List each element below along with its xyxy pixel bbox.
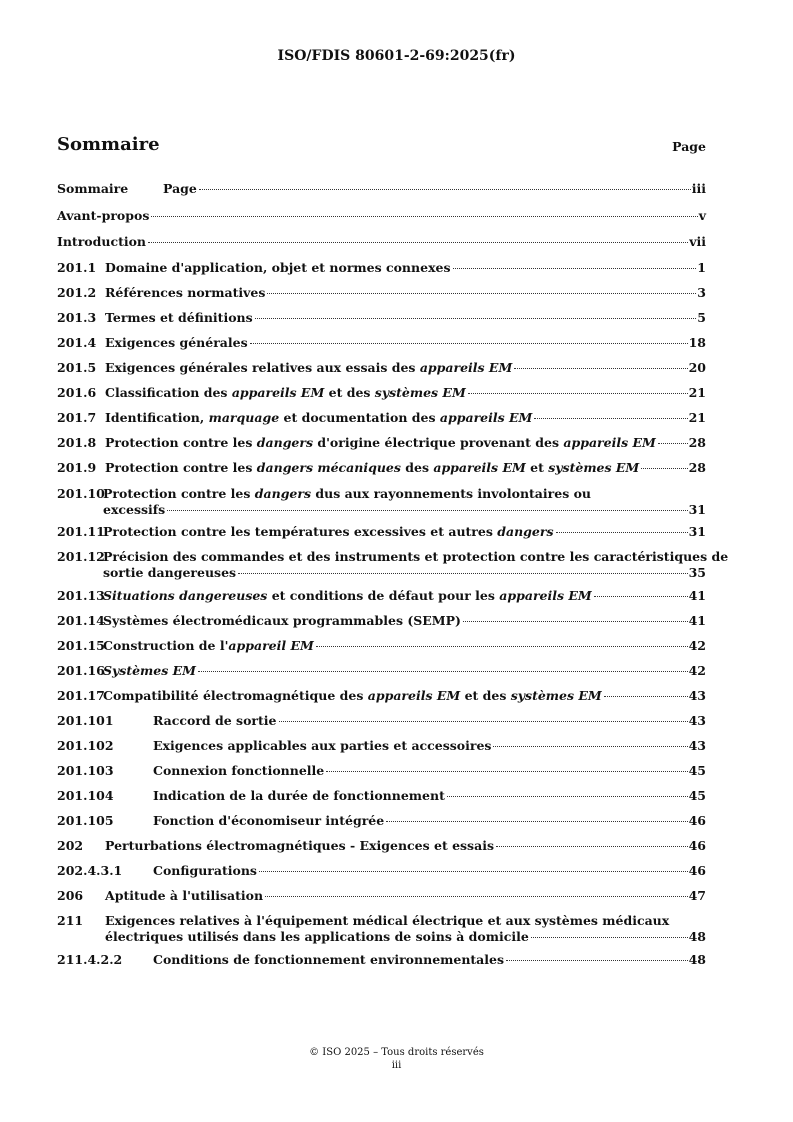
leader-dots (267, 293, 696, 294)
toc-entry[interactable] (57, 889, 706, 903)
toc-entry-text: Systèmes électromédicaux programmables (SEMP) (103, 613, 461, 628)
leader-dots (238, 573, 688, 574)
toc-entry[interactable] (57, 739, 706, 753)
toc-entry-text: Classification des appareils EM et des systèmes EM (105, 385, 466, 400)
leader-dots (594, 596, 688, 597)
leader-dots (514, 368, 687, 369)
toc-entry-text: sortie dangereuses (103, 565, 237, 580)
toc-entry[interactable] (57, 235, 706, 249)
toc-entry-text: électriques utilisés dans les applications de soins à domicile (105, 929, 529, 944)
toc-entry-number: 201.8 (57, 435, 97, 450)
toc-entry-page: 35 (688, 565, 706, 580)
toc-entry[interactable] (57, 664, 706, 678)
toc-entry[interactable] (57, 361, 706, 375)
leader-dots (386, 821, 687, 822)
toc-page-label: Page (672, 139, 706, 154)
toc-entry[interactable] (57, 714, 706, 728)
toc-entry-page: 18 (688, 335, 706, 350)
leader-dots (453, 268, 697, 269)
copyright-notice: © ISO 2025 – Tous droits réservés (309, 1047, 484, 1058)
toc-entry-number: 201.13 (57, 588, 105, 603)
toc-entry-page: 5 (697, 310, 706, 325)
toc-entry-text: Conditions de fonctionnement environnementales (153, 952, 505, 967)
toc-entry-number: 201.105 (57, 813, 114, 828)
toc-entry-text: Références normatives (105, 285, 266, 300)
toc-entry-text: Domaine d'application, objet et normes connexes (105, 260, 451, 275)
leader-dots (167, 510, 687, 511)
toc-entry-text-line1: Précision des commandes et des instruments et protection contre les caractéristiques de (103, 549, 729, 564)
leader-dots (463, 621, 688, 622)
toc-entry[interactable] (57, 386, 706, 400)
toc-entry-page: v (698, 208, 706, 223)
leader-dots (148, 242, 688, 243)
toc-entry[interactable] (57, 182, 706, 196)
page-number: iii (391, 1060, 402, 1071)
toc-entry-page: 20 (688, 360, 706, 375)
leader-dots (604, 696, 688, 697)
toc-entry-text: Configurations (153, 863, 257, 878)
toc-entry-number: 201.14 (57, 613, 105, 628)
toc-entry-number: 211.4.2.2 (57, 952, 123, 967)
toc-entry[interactable] (57, 461, 706, 475)
toc-entry-page: 21 (688, 385, 706, 400)
toc-entry-page: 3 (697, 285, 706, 300)
toc-entry-page: 28 (688, 435, 706, 450)
toc-entry-number: 211 (57, 913, 84, 928)
toc-entry-text: Raccord de sortie (153, 713, 277, 728)
document-header: ISO/FDIS 80601-2-69:2025(fr) (277, 48, 516, 64)
toc-entry[interactable] (57, 614, 706, 628)
toc-entry-number: 201.5 (57, 360, 97, 375)
toc-entry-number: 201.102 (57, 738, 114, 753)
toc-entry[interactable] (57, 814, 706, 828)
toc-entry-text: Protection contre les dangers d'origine électrique provenant des appareils EM (105, 435, 656, 450)
toc-entry-page: 41 (688, 588, 706, 603)
toc-entry-page: 43 (688, 688, 706, 703)
toc-entry-text: Protection contre les dangers mécaniques des appareils EM et systèmes EM (105, 460, 640, 475)
toc-entry-page: 48 (688, 952, 706, 967)
toc-entry-text: Perturbations électromagnétiques - Exigences et essais (105, 838, 494, 853)
toc-entry[interactable] (57, 411, 706, 425)
toc-entry-text: Aptitude à l'utilisation (105, 888, 264, 903)
page-footer (0, 1046, 793, 1072)
leader-dots (199, 189, 691, 190)
toc-entry-text: Connexion fonctionnelle (153, 763, 325, 778)
toc-entry-number: 202 (57, 838, 84, 853)
toc-entry-page: 42 (688, 638, 706, 653)
toc-entry[interactable] (57, 549, 729, 580)
toc-entry-page: 46 (688, 813, 706, 828)
toc-entry[interactable] (57, 261, 706, 275)
toc-entry-text: Sommaire Page (57, 181, 197, 196)
toc-entry-number: 206 (57, 888, 84, 903)
toc-entry-page: 45 (688, 763, 706, 778)
toc-entry-page: 28 (688, 460, 706, 475)
toc-entry-text: Protection contre les températures excessives et autres dangers (103, 524, 554, 539)
toc-entry-page: 48 (688, 929, 706, 944)
toc-title: Sommaire (57, 134, 160, 155)
toc-entry-text: Introduction (57, 234, 147, 249)
toc-entry-number: 201.6 (57, 385, 97, 400)
toc-entry-text: Termes et définitions (105, 310, 253, 325)
toc-entry[interactable] (57, 864, 706, 878)
toc-entry-text: Indication de la durée de fonctionnement (153, 788, 445, 803)
toc-entry[interactable] (57, 689, 706, 703)
toc-entry-text-line1: Exigences relatives à l'équipement médical électrique et aux systèmes médicaux (105, 913, 670, 928)
toc-entry-page: 21 (688, 410, 706, 425)
leader-dots (265, 896, 688, 897)
toc-entry-page: 46 (688, 838, 706, 853)
toc-entry-number: 201.101 (57, 713, 114, 728)
toc-entry-text: Systèmes EM (103, 663, 196, 678)
toc-entry-number: 201.15 (57, 638, 105, 653)
toc-entry-text: Construction de l'appareil EM (103, 638, 314, 653)
toc-entry[interactable] (57, 311, 706, 325)
toc-entry[interactable] (57, 209, 706, 223)
leader-dots (255, 318, 697, 319)
toc-entry-number: 202.4.3.1 (57, 863, 123, 878)
toc-title-row (57, 134, 706, 158)
toc-entry-text: Fonction d'économiseur intégrée (153, 813, 385, 828)
toc-entry-text: Identification, marquage et documentation des appareils EM (105, 410, 533, 425)
leader-dots (506, 960, 688, 961)
leader-dots (316, 646, 688, 647)
toc-entry-page: 31 (688, 502, 706, 517)
leader-dots (641, 468, 687, 469)
toc-entry-page: 43 (688, 738, 706, 753)
toc-entry-number: 201.16 (57, 663, 105, 678)
leader-dots (259, 871, 688, 872)
toc-entry[interactable] (57, 525, 706, 539)
toc-entry-text: Exigences générales (105, 335, 248, 350)
toc-entry-page: 43 (688, 713, 706, 728)
toc-entry[interactable] (57, 436, 706, 450)
toc-entry-number: 201.9 (57, 460, 97, 475)
toc-entry-number: 201.4 (57, 335, 97, 350)
toc-entry-number: 201.17 (57, 688, 105, 703)
toc-entry[interactable] (57, 789, 706, 803)
toc-entry-number: 201.7 (57, 410, 97, 425)
toc-entry-number: 201.11 (57, 524, 105, 539)
toc-entry-page: iii (691, 181, 706, 196)
toc-entry[interactable] (57, 487, 706, 517)
leader-dots (534, 418, 687, 419)
toc-entry[interactable] (57, 336, 706, 350)
leader-dots (198, 671, 688, 672)
toc-entry-text: Exigences applicables aux parties et accessoires (153, 738, 492, 753)
toc-entry-page: 45 (688, 788, 706, 803)
toc-entry[interactable] (57, 764, 706, 778)
leader-dots (496, 846, 688, 847)
toc-entry-page: 31 (688, 524, 706, 539)
toc-entry-page: 46 (688, 863, 706, 878)
toc-entry-text: Exigences générales relatives aux essais des appareils EM (105, 360, 513, 375)
leader-dots (493, 746, 687, 747)
toc-entry-number: 201.2 (57, 285, 97, 300)
leader-dots (447, 796, 688, 797)
toc-entry-number: 201.103 (57, 763, 114, 778)
toc-entry-page: 1 (697, 260, 706, 275)
leader-dots (556, 532, 688, 533)
leader-dots (468, 393, 688, 394)
toc-entry-text: excessifs (103, 502, 166, 517)
toc-entry[interactable] (57, 839, 706, 853)
toc-entry-number: 201.3 (57, 310, 97, 325)
toc-entry[interactable] (57, 914, 706, 944)
toc-entry-number: 201.12 (57, 549, 105, 564)
leader-dots (279, 721, 688, 722)
toc-entry-page: 42 (688, 663, 706, 678)
toc-entry-text-line1: Protection contre les dangers dus aux rayonnements involontaires ou (103, 486, 592, 501)
leader-dots (658, 443, 688, 444)
toc-entry-number: 201.10 (57, 486, 105, 501)
leader-dots (326, 771, 687, 772)
leader-dots (250, 343, 688, 344)
toc-entry[interactable] (57, 286, 706, 300)
toc-entry-page: 41 (688, 613, 706, 628)
toc-entry-page: vii (689, 234, 706, 249)
leader-dots (151, 216, 697, 217)
toc-entry-text: Situations dangereuses et conditions de défaut pour les appareils EM (103, 588, 592, 603)
toc-entry-number: 201.1 (57, 260, 97, 275)
toc-entry[interactable] (57, 953, 706, 967)
toc-entry[interactable] (57, 589, 706, 603)
leader-dots (531, 937, 688, 938)
toc-entry-number: 201.104 (57, 788, 114, 803)
toc-entry[interactable] (57, 639, 706, 653)
toc-entry-page: 47 (688, 888, 706, 903)
toc-entry-text: Avant-propos (57, 208, 150, 223)
toc-entry-text: Compatibilité électromagnétique des appareils EM et des systèmes EM (103, 688, 602, 703)
